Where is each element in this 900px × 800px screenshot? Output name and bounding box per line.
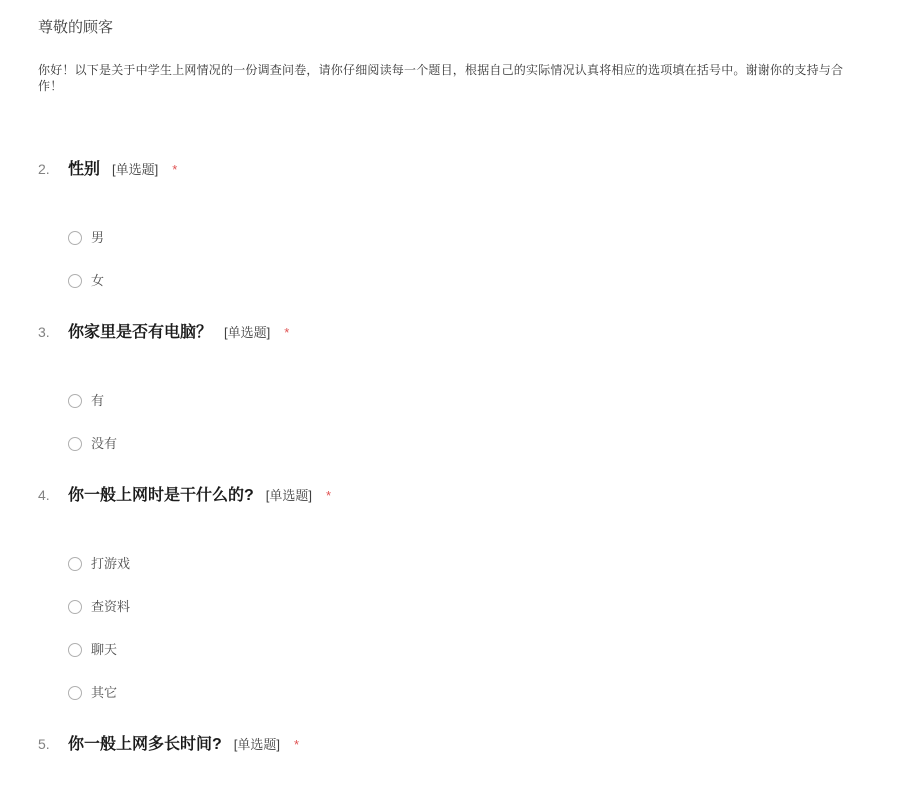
option-group	[38, 392, 862, 453]
question-header	[38, 484, 862, 507]
option-label: 男	[91, 230, 105, 245]
question-type-label: [单选题]	[265, 488, 313, 503]
option-label: 女	[91, 273, 105, 288]
radio-option[interactable]	[68, 435, 117, 453]
question-number: 5.	[38, 736, 50, 752]
radio-button-icon[interactable]	[68, 394, 82, 408]
question-header	[38, 158, 862, 181]
option-group	[38, 555, 862, 702]
option-label: 打游戏	[91, 556, 131, 571]
required-asterisk: *	[294, 737, 300, 752]
required-asterisk: *	[326, 488, 332, 503]
question-type-label: [单选题]	[224, 325, 271, 340]
question-header	[38, 733, 862, 756]
required-asterisk: *	[172, 162, 178, 177]
question-type-label: [单选题]	[112, 162, 159, 177]
radio-button-icon[interactable]	[68, 600, 82, 614]
option-label: 查资料	[91, 599, 131, 614]
radio-button-icon[interactable]	[68, 686, 82, 700]
radio-option[interactable]	[68, 229, 104, 247]
question-number: 2.	[38, 161, 50, 177]
question-block	[38, 733, 862, 756]
radio-option[interactable]	[68, 641, 117, 659]
option-label: 有	[91, 393, 105, 408]
question-block	[38, 158, 862, 290]
question-block	[38, 321, 862, 453]
option-group	[38, 229, 862, 290]
radio-option[interactable]	[68, 598, 130, 616]
question-block	[38, 484, 862, 702]
survey-intro-text: 你好！以下是关于中学生上网情况的一份调查问卷，请你仔细阅读每一个题目，根据自己的实际情况认真将相应的选项填在括号中。谢谢你的支持与合作！	[38, 63, 844, 93]
question-title: 性别	[68, 161, 101, 178]
required-asterisk: *	[284, 325, 290, 340]
question-title: 你家里是否有电脑？	[68, 324, 213, 341]
radio-button-icon[interactable]	[68, 437, 82, 451]
question-header	[38, 321, 862, 344]
question-number: 4.	[38, 487, 50, 503]
page-title: 尊敬的顾客	[38, 19, 114, 36]
option-label: 聊天	[91, 642, 118, 657]
question-number: 3.	[38, 324, 50, 340]
radio-option[interactable]	[68, 392, 104, 410]
question-title: 你一般上网时是干什么的?	[68, 487, 254, 504]
radio-button-icon[interactable]	[68, 231, 82, 245]
radio-button-icon[interactable]	[68, 557, 82, 571]
radio-button-icon[interactable]	[68, 643, 82, 657]
radio-option[interactable]	[68, 684, 117, 702]
radio-option[interactable]	[68, 555, 130, 573]
radio-option[interactable]	[68, 272, 104, 290]
question-title: 你一般上网多长时间?	[68, 736, 222, 753]
radio-button-icon[interactable]	[68, 274, 82, 288]
option-label: 其它	[91, 685, 118, 700]
question-list	[38, 158, 862, 756]
option-label: 没有	[91, 436, 118, 451]
question-type-label: [单选题]	[233, 737, 281, 752]
